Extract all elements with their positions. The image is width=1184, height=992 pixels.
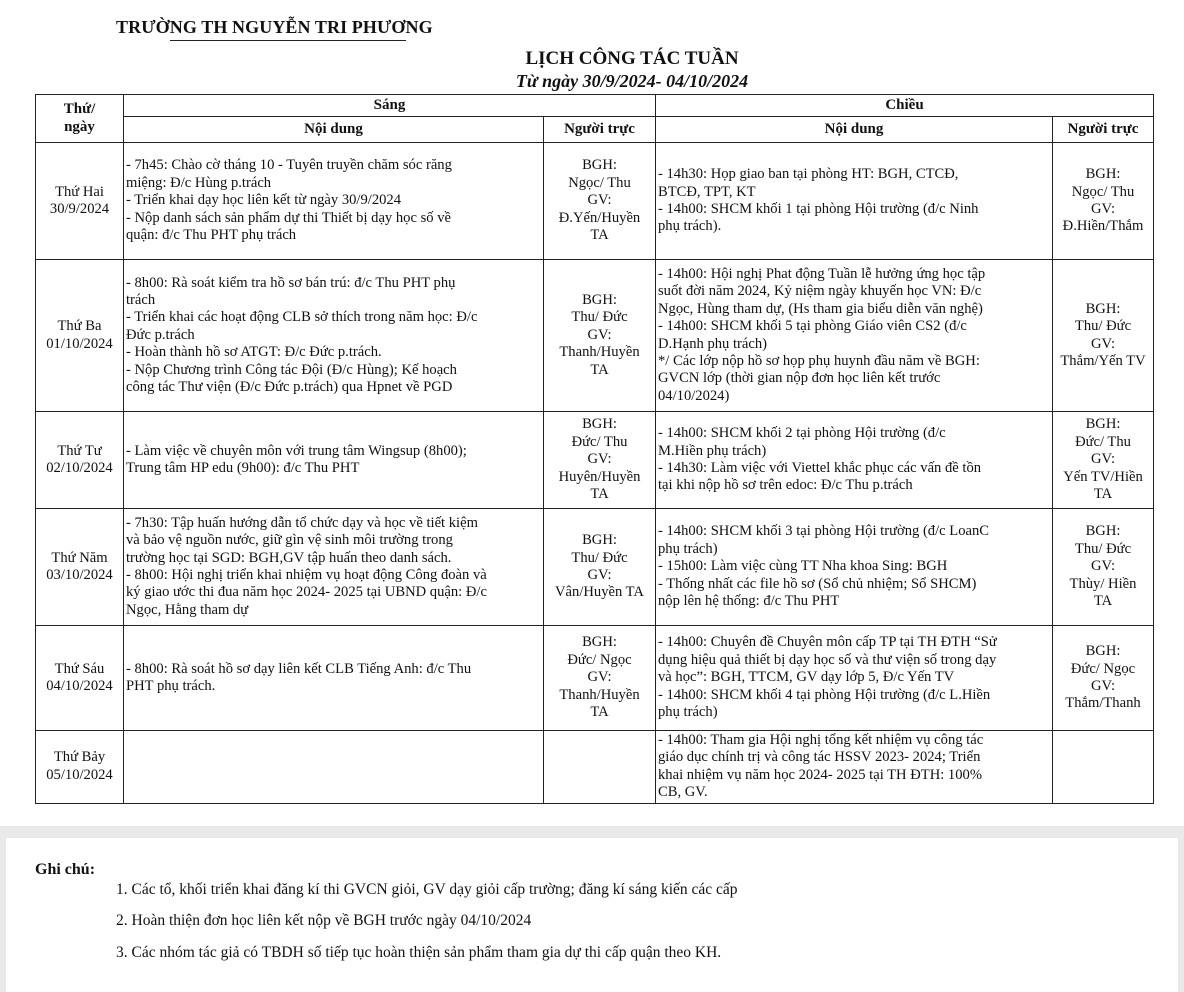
morning-content-header: Nội dung [124, 117, 544, 143]
day-cell-line: Thứ Năm [51, 549, 108, 566]
morning-duty [544, 143, 656, 260]
morning-content [124, 731, 544, 804]
afternoon-content-line: dụng hiệu quả thiết bị dạy học số và thư viện số trong dạy [658, 651, 997, 668]
table-row [36, 626, 1154, 731]
day-cell-line: Thứ Ba [57, 318, 102, 335]
morning-duty-line: Thu/ Đức [571, 549, 628, 566]
morning-content [124, 509, 544, 626]
morning-duty-line: Đức/ Ngọc [567, 651, 632, 668]
afternoon-duty-line: Thắm/Yến TV [1060, 352, 1146, 369]
morning-duty-line: Vân/Huyền TA [555, 584, 644, 601]
day-cell [36, 509, 124, 626]
afternoon-duty-line: BGH: [1085, 166, 1121, 183]
day-cell-line: Thứ Hai [55, 183, 104, 200]
afternoon-content [656, 626, 1053, 731]
table-row [36, 260, 1154, 412]
afternoon-content-line: - 14h00: SHCM khối 3 tại phòng Hội trường (đ/c LoanC [658, 523, 989, 540]
day-header: Thứ/ ngày [36, 95, 124, 143]
morning-duty-line: BGH: [582, 416, 617, 433]
afternoon-duty [1053, 509, 1154, 626]
afternoon-content [656, 143, 1053, 260]
morning-content-line: - 8h00: Hội nghị triển khai nhiệm vụ hoạt động Công đoàn và [126, 567, 487, 583]
afternoon-content [656, 412, 1053, 509]
afternoon-duty-line: TA [1093, 486, 1113, 503]
morning-duty-line: Đ.Yến/Huyền [558, 209, 641, 226]
afternoon-content-line: M.Hiền phụ trách) [658, 442, 767, 459]
morning-duty-line: GV: [587, 451, 612, 468]
morning-duty-line: GV: [587, 192, 612, 209]
day-cell [36, 626, 124, 731]
afternoon-content-line: khai nhiệm vụ năm học 2024- 2025 tại TH ĐTH: 100% [658, 766, 982, 783]
afternoon-content-line: - 14h00: Chuyên đề Chuyên môn cấp TP tại TH ĐTH “Sử [658, 634, 997, 651]
afternoon-duty-line: Đức/ Ngọc [1070, 660, 1136, 677]
notes-heading: Ghi chú: [35, 861, 96, 878]
morning-duty-line: GV: [587, 326, 612, 343]
morning-duty [544, 626, 656, 731]
afternoon-content-line: */ Các lớp nộp hồ sơ họp phụ huynh đầu năm về BGH: [658, 352, 980, 369]
morning-duty-line: TA [590, 486, 609, 503]
afternoon-duty-line: BGH: [1085, 416, 1121, 433]
morning-content-line: ký giao ước thi đua năm học 2024- 2025 tại UBND quận: Đ/c [126, 584, 487, 601]
day-cell [36, 731, 124, 804]
morning-duty-line: Ngọc/ Thu [568, 174, 631, 191]
day-cell-line: Thứ Tư [57, 442, 102, 459]
header-row-2 [36, 117, 1154, 143]
afternoon-content-line: - 14h00: SHCM khối 5 tại phòng Giáo viên CS2 (đ/c [658, 318, 967, 335]
afternoon-duty-line: GV: [1090, 201, 1116, 217]
table-row [36, 731, 1154, 804]
afternoon-duty-line: BGH: [1085, 523, 1121, 540]
afternoon-content-line: phụ trách). [658, 218, 722, 235]
morning-content-line: Ngọc, Hằng tham dự [126, 601, 249, 618]
afternoon-content-line: suốt đời năm 2024, Kỷ niệm ngày khuyến học VN: Đ/c [658, 283, 982, 300]
morning-duty-line: GV: [587, 669, 612, 686]
afternoon-content-line: tại khi nộp hồ sơ trên edoc: Đ/c Thu p.trách [658, 477, 913, 494]
afternoon-content-line: GVCN lớp (thời gian nộp đơn học liên kết trước [658, 370, 941, 387]
morning-content-line: trường học tại SGD: BGH,GV tập huấn theo danh sách. [126, 549, 452, 566]
table-row [36, 509, 1154, 626]
afternoon-content-line: - 15h00: Làm việc cùng TT Nha khoa Sing: BGH [658, 558, 948, 575]
morning-content-line: - 8h00: Rà soát kiểm tra hồ sơ bán trú: đ/c Thu PHT phụ [126, 274, 456, 291]
morning-content-line: công tác Thư viện (Đ/c Đức p.trách) qua Hpnet về PGD [126, 379, 453, 396]
afternoon-duty-line: BGH: [1085, 300, 1121, 317]
morning-content-line: PHT phụ trách. [126, 678, 216, 694]
school-underline [170, 40, 406, 41]
afternoon-content-line: - 14h00: SHCM khối 2 tại phòng Hội trường (đ/c [658, 425, 946, 442]
morning-duty-line: GV: [587, 567, 612, 583]
morning-duty-line: Huyên/Huyền [558, 468, 641, 485]
afternoon-content-line: phụ trách) [658, 704, 718, 721]
afternoon-content-line: - 14h00: Hội nghị Phat động Tuần lễ hưởng ứng học tập [658, 265, 986, 282]
morning-duty-line: Đức/ Thu [571, 433, 628, 450]
morning-duty-line: BGH: [582, 532, 617, 549]
morning-content-line: - Triển khai các hoạt động CLB sở thích trong năm học: Đ/c [126, 309, 478, 326]
afternoon-duty [1053, 731, 1154, 804]
afternoon-duty [1053, 260, 1154, 412]
afternoon-duty-line: Thắm/Thanh [1065, 695, 1141, 712]
morning-content-line: - Nộp Chương trình Công tác Đội (Đ/c Hùng); Kế hoạch [126, 361, 457, 378]
afternoon-duty-line: Thu/ Đức [1074, 318, 1132, 335]
morning-duty [544, 260, 656, 412]
afternoon-content-line: 04/10/2024) [658, 387, 730, 404]
day-cell-line: 02/10/2024 [46, 460, 113, 476]
afternoon-content-line: - 14h00: SHCM khối 1 tại phòng Hội trường (đ/c Ninh [658, 201, 979, 217]
afternoon-content [656, 260, 1053, 412]
notes-page [6, 838, 1178, 992]
day-cell-line: Thứ Sáu [54, 660, 105, 677]
morning-content-line: - 7h45: Chào cờ tháng 10 - Tuyên truyền chăm sóc răng [126, 157, 452, 174]
morning-content-line: - 8h00: Rà soát hồ sơ dạy liên kết CLB Tiếng Anh: đ/c Thu [126, 660, 472, 677]
afternoon-duty-header: Người trực [1053, 117, 1154, 143]
afternoon-duty-line: Ngọc/ Thu [1071, 183, 1135, 200]
morning-duty-line: Thu/ Đức [571, 309, 628, 326]
afternoon-content-line: giáo dục chính trị và công tác HSSV 2023- 2024; Triển [658, 749, 981, 766]
day-cell-line: 03/10/2024 [46, 567, 113, 583]
afternoon-content-line: Ngọc, Hùng tham dự, (Hs tham gia biểu diễn văn nghệ) [658, 300, 983, 317]
morning-content [124, 260, 544, 412]
afternoon-duty-line: GV: [1090, 678, 1116, 694]
morning-content-line: - Hoàn thành hồ sơ ATGT: Đ/c Đức p.trách. [126, 344, 382, 361]
school-name: TRƯỜNG TH NGUYỄN TRI PHƯƠNG [116, 17, 433, 37]
morning-content [124, 412, 544, 509]
morning-duty-line: BGH: [582, 157, 617, 174]
afternoon-duty-line: TA [1093, 593, 1113, 610]
note-item: 1. Các tổ, khối triển khai đăng kí thi GVCN giỏi, GV dạy giỏi cấp trường; đăng kí sáng kiến các cấp [116, 881, 738, 898]
day-cell [36, 260, 124, 412]
day-cell-line: 05/10/2024 [46, 766, 113, 783]
morning-duty-line: TA [590, 361, 609, 378]
note-item: 2. Hoàn thiện đơn học liên kết nộp về BGH trước ngày 04/10/2024 [116, 912, 532, 929]
afternoon-header: Chiều [656, 95, 1154, 117]
afternoon-content-line: - 14h30: Họp giao ban tại phòng HT: BGH, CTCĐ, [658, 166, 959, 183]
afternoon-duty-line: GV: [1090, 558, 1116, 575]
table-row [36, 143, 1154, 260]
afternoon-duty-line: BGH: [1085, 643, 1121, 660]
afternoon-duty-line: Đức/ Thu [1075, 433, 1131, 450]
afternoon-duty-line: GV: [1090, 335, 1116, 352]
afternoon-duty-line: Thu/ Đức [1074, 540, 1132, 557]
afternoon-duty-line: Yến TV/Hiền [1063, 468, 1143, 485]
day-cell-line: Thứ Bảy [53, 749, 106, 766]
afternoon-content-line: CB, GV. [658, 784, 708, 801]
morning-content-line: - Làm việc về chuyên môn với trung tâm Wingsup (8h00); [126, 442, 467, 459]
day-cell-line: 01/10/2024 [46, 335, 113, 352]
day-cell [36, 412, 124, 509]
afternoon-content-line: - 14h00: Tham gia Hội nghị tổng kết nhiệm vụ công tác [658, 732, 984, 748]
morning-content-line: trách [126, 291, 156, 308]
day-cell-line: 04/10/2024 [46, 678, 113, 694]
morning-duty-line: Thanh/Huyền [559, 344, 640, 361]
document-title: LỊCH CÔNG TÁC TUẦN [525, 48, 739, 69]
morning-duty-line: TA [590, 227, 609, 244]
afternoon-duty-line: Đ.Hiền/Thắm [1062, 218, 1144, 235]
afternoon-content-line: - Thống nhất các file hồ sơ (Sổ chủ nhiệm; Sổ SHCM) [658, 575, 977, 592]
morning-duty-line: Thanh/Huyền [559, 686, 640, 703]
morning-content [124, 143, 544, 260]
afternoon-content-line: D.Hạnh phụ trách) [658, 335, 768, 352]
afternoon-content-line: BTCĐ, TPT, KT [658, 183, 756, 200]
morning-header: Sáng [124, 95, 656, 117]
morning-content-line: miệng: Đ/c Hùng p.trách [126, 174, 272, 191]
table-row [36, 412, 1154, 509]
morning-duty-line: BGH: [582, 634, 617, 651]
morning-duty-line: BGH: [582, 291, 617, 308]
header-row-1 [36, 95, 1154, 117]
morning-duty-line: TA [590, 704, 609, 721]
morning-content-line: Trung tâm HP edu (9h00): đ/c Thu PHT [126, 460, 360, 476]
morning-content-line: quận: đ/c Thu PHT phụ trách [126, 227, 297, 244]
afternoon-content-line: và học”: BGH, TTCM, GV dạy lớp 5, Đ/c Yến TV [658, 669, 955, 686]
afternoon-content-line: - 14h00: SHCM khối 4 tại phòng Hội trường (đ/c L.Hiền [658, 686, 991, 703]
morning-content-line: và bảo vệ nguồn nước, giữ gìn vệ sinh môi trường trong [126, 532, 453, 549]
afternoon-content-line: nộp lên hệ thống: đ/c Thu PHT [658, 593, 840, 610]
morning-duty [544, 509, 656, 626]
afternoon-duty-line: GV: [1090, 451, 1116, 468]
afternoon-duty [1053, 626, 1154, 731]
afternoon-content-line: phụ trách) [658, 540, 718, 557]
afternoon-content-line: - 14h30: Làm việc với Viettel khắc phục các vấn đề tồn [658, 460, 982, 476]
afternoon-duty-line: Thùy/ Hiền [1069, 575, 1137, 592]
morning-content-line: Đức p.trách [126, 326, 195, 343]
afternoon-content [656, 509, 1053, 626]
afternoon-duty [1053, 412, 1154, 509]
morning-content [124, 626, 544, 731]
morning-duty [544, 731, 656, 804]
note-item: 3. Các nhóm tác giả có TBDH số tiếp tục hoàn thiện sản phẩm tham gia dự thi cấp quận theo KH. [116, 944, 722, 961]
day-cell [36, 143, 124, 260]
day-cell-line: 30/9/2024 [49, 201, 110, 217]
date-range: Từ ngày 30/9/2024- 04/10/2024 [515, 71, 749, 91]
afternoon-content [656, 731, 1053, 804]
morning-duty [544, 412, 656, 509]
afternoon-duty [1053, 143, 1154, 260]
morning-content-line: - Triển khai dạy học liên kết từ ngày 30/9/2024 [126, 192, 402, 209]
morning-content-line: - Nộp danh sách sản phẩm dự thi Thiết bị dạy học số về [126, 209, 451, 226]
morning-duty-header: Người trực [544, 117, 656, 143]
afternoon-content-header: Nội dung [656, 117, 1053, 143]
schedule-table [35, 94, 1154, 804]
morning-content-line: - 7h30: Tập huấn hướng dẫn tổ chức dạy và học về tiết kiệm [126, 514, 478, 531]
